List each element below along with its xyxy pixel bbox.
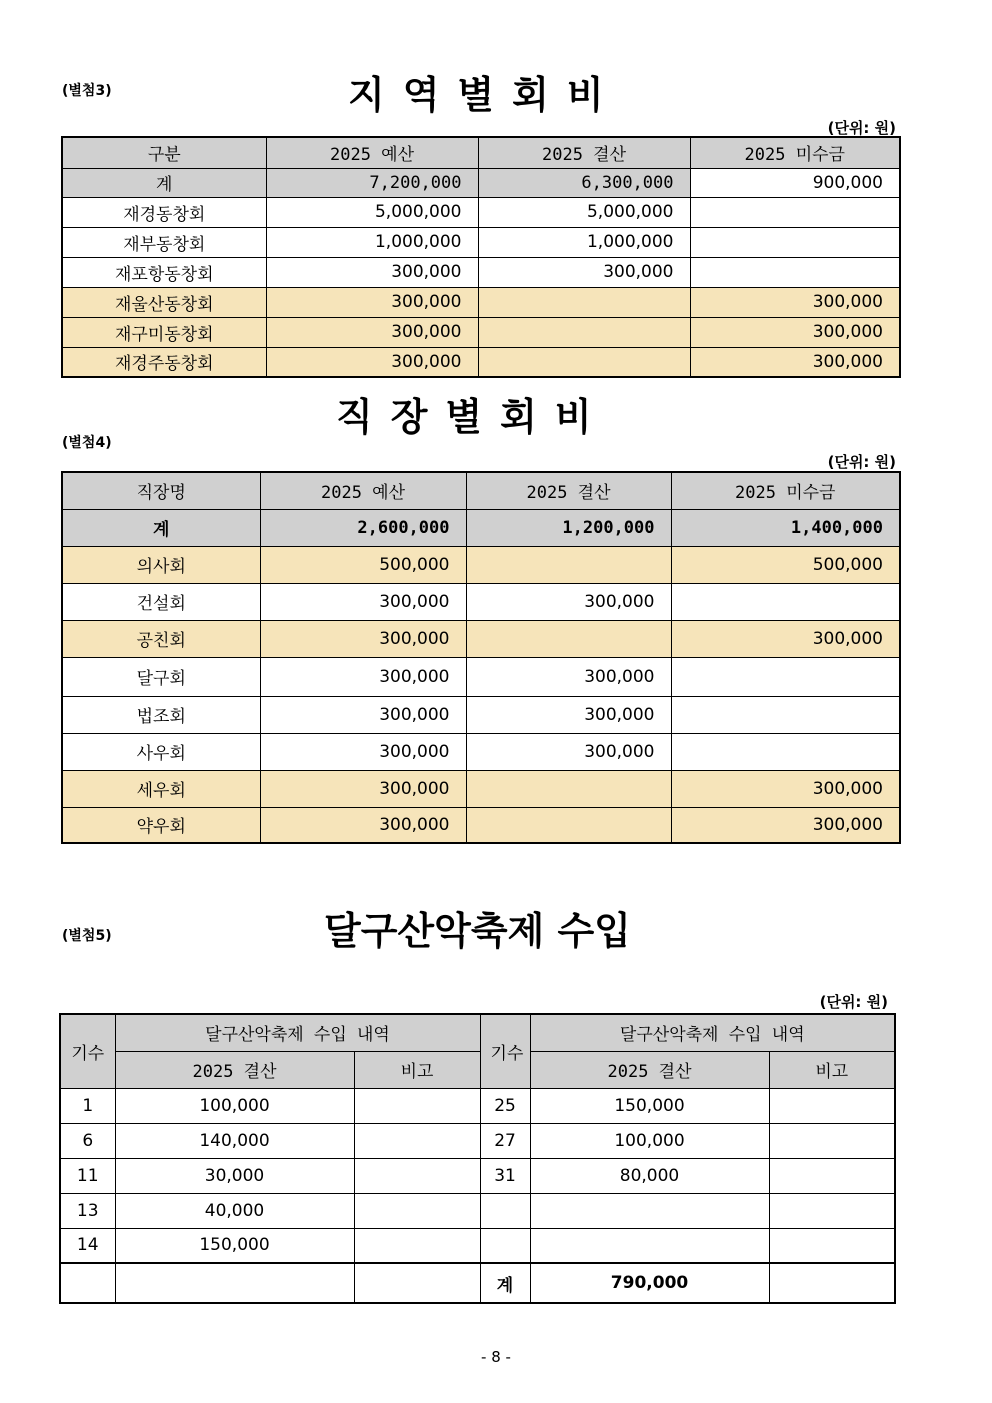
total-label: 계 — [62, 509, 260, 546]
table-row — [62, 546, 900, 583]
row-budget: 300,000 — [260, 733, 466, 770]
total-settled: 1,200,000 — [466, 509, 671, 546]
row-budget: 300,000 — [266, 347, 478, 377]
table-row — [60, 1158, 895, 1193]
row-name: 공친회 — [62, 620, 260, 657]
row-budget: 300,000 — [266, 287, 478, 317]
table-row — [62, 347, 900, 377]
column-header-group: 달구산악축제 수입 내역 — [530, 1014, 895, 1051]
table-row — [62, 620, 900, 657]
unit-label: (단위: 원) — [827, 119, 896, 137]
total-label: 계 — [480, 1263, 530, 1303]
unit-label: (단위: 원) — [827, 453, 896, 471]
row-budget: 300,000 — [266, 317, 478, 347]
row-name: 사우회 — [62, 733, 260, 770]
row-unpaid: 300,000 — [690, 287, 900, 317]
empty-cell — [115, 1263, 354, 1303]
row-budget: 500,000 — [260, 546, 466, 583]
festival-income-table — [59, 1013, 896, 1304]
section-title: 직장별회비 — [336, 394, 610, 439]
amount-cell — [530, 1228, 769, 1263]
row-name: 의사회 — [62, 546, 260, 583]
row-budget: 300,000 — [260, 583, 466, 620]
section-title: 지역별회비 — [348, 72, 622, 117]
column-header-group: 달구산악축제 수입 내역 — [115, 1014, 480, 1051]
term-cell: 31 — [480, 1158, 530, 1193]
total-budget: 7,200,000 — [266, 168, 478, 197]
row-name: 세우회 — [62, 770, 260, 807]
total-settled: 6,300,000 — [478, 168, 690, 197]
row-settled — [466, 620, 671, 657]
attachment-label: (별첨5) — [62, 928, 112, 944]
total-row — [62, 509, 900, 546]
row-settled — [478, 287, 690, 317]
note-cell — [354, 1228, 480, 1263]
row-unpaid: 300,000 — [671, 807, 900, 843]
region-fee-table — [61, 136, 901, 378]
row-unpaid — [671, 696, 900, 733]
amount-cell: 40,000 — [115, 1193, 354, 1228]
column-header: 2025 미수금 — [690, 137, 900, 168]
term-cell: 6 — [60, 1123, 115, 1158]
table-row — [60, 1088, 895, 1123]
table-row — [62, 696, 900, 733]
row-budget: 300,000 — [260, 696, 466, 733]
row-name: 법조회 — [62, 696, 260, 733]
total-unpaid: 900,000 — [690, 168, 900, 197]
total-row — [60, 1263, 895, 1303]
page-number: - 8 - — [481, 1348, 511, 1366]
row-unpaid: 300,000 — [671, 620, 900, 657]
row-unpaid: 300,000 — [690, 317, 900, 347]
column-header-settled: 2025 결산 — [530, 1051, 769, 1088]
column-header-term: 기수 — [60, 1014, 115, 1088]
column-header: 직장명 — [62, 472, 260, 509]
row-unpaid — [690, 257, 900, 287]
table-row — [62, 770, 900, 807]
total-row — [62, 168, 900, 197]
table-row — [62, 287, 900, 317]
empty-cell — [769, 1263, 895, 1303]
amount-cell: 30,000 — [115, 1158, 354, 1193]
attachment-label: (별첨4) — [62, 435, 112, 451]
term-cell: 27 — [480, 1123, 530, 1158]
unit-label: (단위: 원) — [819, 993, 888, 1011]
row-name: 달구회 — [62, 657, 260, 696]
table-row — [60, 1123, 895, 1158]
row-settled — [466, 546, 671, 583]
table-row — [62, 583, 900, 620]
row-settled: 300,000 — [466, 583, 671, 620]
row-name: 약우회 — [62, 807, 260, 843]
table-row — [60, 1193, 895, 1228]
column-header: 2025 결산 — [466, 472, 671, 509]
column-header: 구분 — [62, 137, 266, 168]
note-cell — [769, 1228, 895, 1263]
note-cell — [354, 1123, 480, 1158]
column-header-note: 비고 — [769, 1051, 895, 1088]
row-budget: 300,000 — [260, 620, 466, 657]
table-row — [62, 257, 900, 287]
amount-cell: 150,000 — [115, 1228, 354, 1263]
column-header-note: 비고 — [354, 1051, 480, 1088]
table-row — [62, 197, 900, 227]
total-budget: 2,600,000 — [260, 509, 466, 546]
empty-cell — [354, 1263, 480, 1303]
row-settled: 1,000,000 — [478, 227, 690, 257]
column-header: 2025 예산 — [266, 137, 478, 168]
total-unpaid: 1,400,000 — [671, 509, 900, 546]
row-settled: 5,000,000 — [478, 197, 690, 227]
row-settled: 300,000 — [478, 257, 690, 287]
row-budget: 1,000,000 — [266, 227, 478, 257]
table-row — [60, 1228, 895, 1263]
amount-cell: 80,000 — [530, 1158, 769, 1193]
row-unpaid — [671, 733, 900, 770]
row-name: 재울산동창회 — [62, 287, 266, 317]
table-row — [62, 317, 900, 347]
row-settled: 300,000 — [466, 657, 671, 696]
row-settled: 300,000 — [466, 733, 671, 770]
table-header-row — [62, 137, 900, 168]
row-name: 건설회 — [62, 583, 260, 620]
total-label: 계 — [62, 168, 266, 197]
amount-cell — [530, 1193, 769, 1228]
row-budget: 5,000,000 — [266, 197, 478, 227]
term-cell — [480, 1228, 530, 1263]
note-cell — [769, 1123, 895, 1158]
row-unpaid: 300,000 — [690, 347, 900, 377]
row-settled — [478, 317, 690, 347]
row-unpaid — [671, 657, 900, 696]
row-settled — [466, 770, 671, 807]
note-cell — [354, 1193, 480, 1228]
term-cell — [480, 1193, 530, 1228]
term-cell: 13 — [60, 1193, 115, 1228]
row-unpaid — [690, 197, 900, 227]
row-name: 재구미동창회 — [62, 317, 266, 347]
column-header-term: 기수 — [480, 1014, 530, 1088]
row-budget: 300,000 — [260, 807, 466, 843]
table-row — [62, 733, 900, 770]
column-header: 2025 예산 — [260, 472, 466, 509]
empty-cell — [60, 1263, 115, 1303]
row-budget: 300,000 — [260, 657, 466, 696]
note-cell — [354, 1158, 480, 1193]
term-cell: 1 — [60, 1088, 115, 1123]
row-budget: 300,000 — [260, 770, 466, 807]
note-cell — [354, 1088, 480, 1123]
term-cell: 14 — [60, 1228, 115, 1263]
row-unpaid — [671, 583, 900, 620]
column-header: 2025 미수금 — [671, 472, 900, 509]
row-unpaid — [690, 227, 900, 257]
table-row — [62, 807, 900, 843]
row-name: 재부동창회 — [62, 227, 266, 257]
workplace-fee-table — [61, 471, 901, 844]
row-unpaid: 500,000 — [671, 546, 900, 583]
amount-cell: 150,000 — [530, 1088, 769, 1123]
row-budget: 300,000 — [266, 257, 478, 287]
row-name: 재경주동창회 — [62, 347, 266, 377]
row-settled — [478, 347, 690, 377]
note-cell — [769, 1088, 895, 1123]
row-settled — [466, 807, 671, 843]
amount-cell: 140,000 — [115, 1123, 354, 1158]
note-cell — [769, 1193, 895, 1228]
row-name: 재경동창회 — [62, 197, 266, 227]
section-title: 달구산악축제 수입 — [324, 909, 631, 953]
row-unpaid: 300,000 — [671, 770, 900, 807]
table-row — [62, 227, 900, 257]
table-row — [62, 657, 900, 696]
amount-cell: 100,000 — [530, 1123, 769, 1158]
term-cell: 25 — [480, 1088, 530, 1123]
amount-cell: 100,000 — [115, 1088, 354, 1123]
term-cell: 11 — [60, 1158, 115, 1193]
table-header-row — [60, 1051, 895, 1088]
column-header-settled: 2025 결산 — [115, 1051, 354, 1088]
attachment-label: (별첨3) — [62, 83, 112, 99]
note-cell — [769, 1158, 895, 1193]
table-header-row — [60, 1014, 895, 1051]
row-name: 재포항동창회 — [62, 257, 266, 287]
column-header: 2025 결산 — [478, 137, 690, 168]
table-header-row — [62, 472, 900, 509]
row-settled: 300,000 — [466, 696, 671, 733]
total-amount: 790,000 — [530, 1263, 769, 1303]
